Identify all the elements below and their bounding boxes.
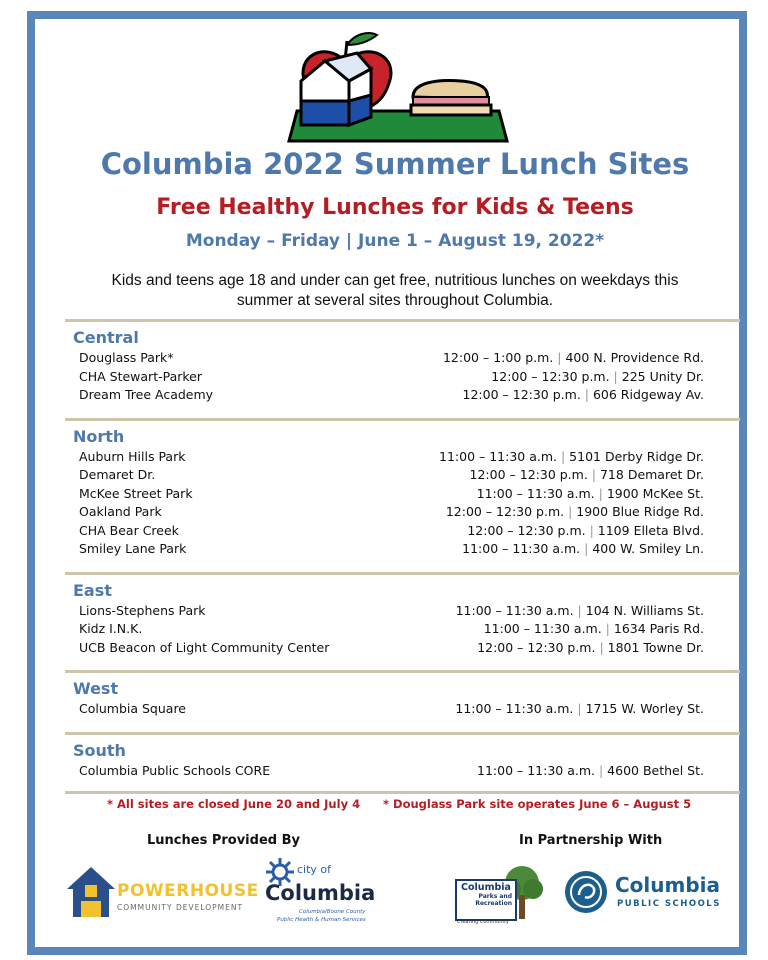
- region-heading: Central: [73, 328, 139, 347]
- city-prefix: city of: [297, 863, 332, 876]
- cps-name: Columbia: [615, 873, 721, 897]
- parks-line-1: Columbia: [461, 882, 511, 893]
- section-divider: [65, 418, 740, 421]
- site-time: 12:00 – 12:30 p.m.: [477, 639, 596, 655]
- separator: |: [594, 485, 607, 501]
- site-address: 5101 Derby Ridge Dr.: [569, 448, 704, 464]
- region-heading: West: [73, 679, 119, 698]
- region-heading: East: [73, 580, 112, 600]
- site-time: 11:00 – 11:30 a.m.: [462, 541, 581, 556]
- site-address: 400 N. Providence Rd.: [565, 350, 704, 365]
- site-time: 11:00 – 11:30 a.m.: [455, 701, 574, 716]
- separator: |: [587, 467, 600, 482]
- closed-note: * All sites are closed June 20 and July 4: [107, 797, 361, 811]
- site-time-address: [467, 523, 704, 538]
- region-heading: North: [73, 426, 125, 446]
- separator: |: [564, 504, 577, 519]
- powerhouse-tagline: COMMUNITY DEVELOPMENT: [117, 903, 244, 912]
- site-time: 12:00 – 12:30 p.m.: [467, 522, 586, 538]
- city-tagline-2: Public Health & Human Services: [277, 917, 366, 923]
- site-address: 1109 Elleta Blvd.: [597, 522, 704, 538]
- site-time: 12:00 – 12:30 p.m.: [462, 387, 581, 402]
- site-time: 11:00 – 11:30 a.m.: [477, 762, 595, 778]
- site-address: 104 N. Williams St.: [585, 602, 704, 618]
- site-time-address: [477, 640, 704, 655]
- cps-emblem-icon: [563, 869, 609, 915]
- columbia-public-schools-logo: [563, 867, 733, 923]
- site-time-address: [470, 467, 704, 482]
- site-name: CHA Bear Creek: [79, 522, 179, 538]
- site-time-address: [456, 603, 704, 618]
- site-time-address: [491, 369, 704, 384]
- site-name: Demaret Dr.: [79, 467, 156, 482]
- page-subtitle: Free Healthy Lunches for Kids & Teens: [156, 195, 634, 220]
- site-address: 4600 Bethel St.: [607, 762, 704, 778]
- powerhouse-house-icon: [65, 865, 117, 921]
- region-heading: South: [73, 740, 126, 760]
- intro-text: [65, 271, 725, 311]
- separator: |: [609, 368, 622, 384]
- section-divider: [65, 791, 740, 794]
- site-address: 400 W. Smiley Ln.: [592, 541, 704, 556]
- site-address: 1801 Towne Dr.: [607, 639, 704, 655]
- site-name: Oakland Park: [79, 504, 162, 519]
- site-time-address: [477, 763, 704, 778]
- site-time: 12:00 – 12:30 p.m.: [445, 504, 565, 519]
- site-time-address: [446, 504, 704, 519]
- date-range: Monday – Friday | June 1 – August 19, 2022*: [185, 231, 605, 251]
- section-divider: [65, 670, 740, 673]
- intro-line-1: Kids and teens age 18 and under can get free, nutritious lunches on weekdays this: [111, 272, 679, 289]
- site-time-address: [443, 350, 704, 365]
- site-time-address: [439, 449, 704, 464]
- city-tagline-1: Columbia/Boone County: [299, 909, 366, 915]
- parks-line-3: Recreation: [475, 900, 512, 907]
- site-address: 1715 W. Worley St.: [585, 701, 704, 716]
- section-divider: [65, 732, 740, 735]
- page-title: Columbia 2022 Summer Lunch Sites: [100, 147, 690, 181]
- parks-line-2: Parks and: [478, 893, 512, 900]
- site-name: Douglass Park*: [79, 350, 174, 365]
- city-of-columbia-logo: [253, 855, 383, 935]
- site-address: 718 Demaret Dr.: [599, 467, 704, 482]
- site-time: 12:00 – 12:30 p.m.: [491, 368, 610, 384]
- site-time: 11:00 – 11:30 a.m.: [476, 485, 595, 501]
- site-name: Columbia Public Schools CORE: [79, 762, 271, 778]
- separator: |: [585, 522, 598, 538]
- lunch-tray-icon: [285, 21, 515, 145]
- site-name: Dream Tree Academy: [79, 387, 214, 402]
- section-divider: [65, 319, 740, 322]
- site-address: 225 Unity Dr.: [621, 368, 704, 384]
- site-name: CHA Stewart-Parker: [79, 368, 203, 384]
- cps-tagline: PUBLIC SCHOOLS: [617, 899, 721, 909]
- separator: |: [580, 541, 593, 556]
- site-time-address: [455, 701, 704, 716]
- site-time-address: [477, 486, 704, 501]
- partnership-heading: In Partnership With: [519, 833, 663, 848]
- separator: |: [601, 621, 614, 636]
- city-name: Columbia: [265, 881, 376, 905]
- site-time: 11:00 – 11:30 a.m.: [455, 602, 574, 618]
- site-address: 1900 Blue Ridge Rd.: [576, 504, 704, 519]
- site-time-address: [484, 621, 704, 636]
- site-name: Smiley Lane Park: [79, 541, 187, 556]
- site-address: 1634 Paris Rd.: [613, 621, 704, 636]
- site-time-address: [462, 541, 704, 556]
- site-time: 11:00 – 11:30 a.m.: [483, 621, 602, 636]
- douglass-note: * Douglass Park site operates June 6 – August 5: [383, 797, 692, 811]
- separator: |: [573, 701, 586, 716]
- site-name: Auburn Hills Park: [79, 448, 186, 464]
- parks-box: [455, 879, 517, 921]
- site-time: 12:00 – 1:00 p.m.: [442, 350, 554, 365]
- parks-tagline: Creating Community: [457, 919, 509, 925]
- parks-recreation-logo: [455, 865, 545, 927]
- separator: |: [595, 639, 608, 655]
- site-name: Kidz I.N.K.: [79, 621, 143, 636]
- section-divider: [65, 572, 740, 575]
- separator: |: [580, 387, 593, 402]
- site-address: 1900 McKee St.: [606, 485, 704, 501]
- separator: |: [595, 762, 608, 778]
- site-name: UCB Beacon of Light Community Center: [79, 639, 330, 655]
- powerhouse-logo: [65, 865, 259, 925]
- site-time: 12:00 – 12:30 p.m.: [469, 467, 588, 482]
- site-name: Columbia Square: [79, 701, 186, 716]
- site-address: 606 Ridgeway Av.: [592, 387, 704, 402]
- separator: |: [557, 448, 570, 464]
- flyer-frame: [27, 11, 747, 955]
- separator: |: [553, 350, 566, 365]
- site-time: 11:00 – 11:30 a.m.: [439, 448, 557, 464]
- site-name: McKee Street Park: [79, 485, 193, 501]
- site-name: Lions-Stephens Park: [79, 602, 206, 618]
- powerhouse-name: POWERHOUSE: [117, 881, 259, 901]
- provided-by-heading: Lunches Provided By: [147, 833, 300, 848]
- intro-line-2: summer at several sites throughout Columbia.: [236, 292, 554, 309]
- site-time-address: [463, 387, 704, 402]
- separator: |: [573, 602, 586, 618]
